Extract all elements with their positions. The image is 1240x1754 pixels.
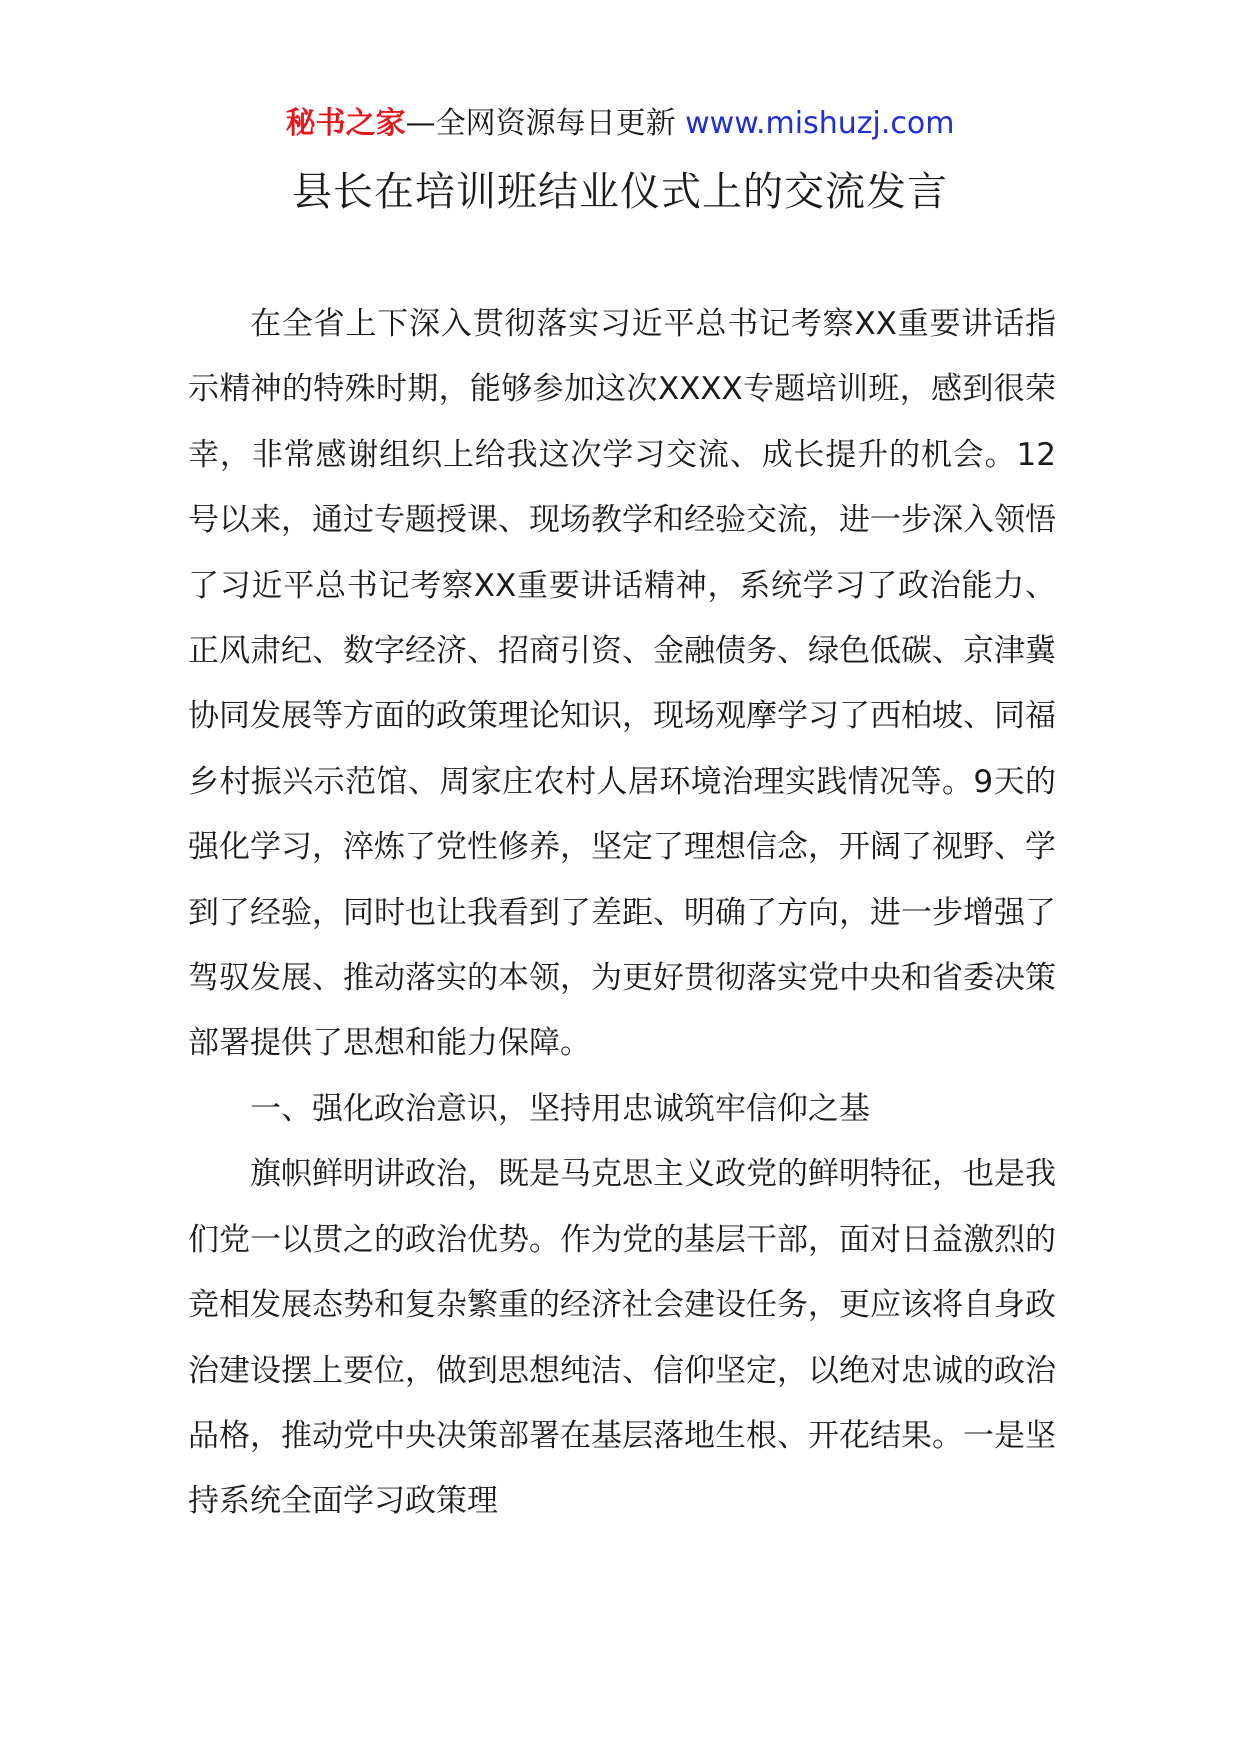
section-1-paragraph: 旗帜鲜明讲政治，既是马克思主义政党的鲜明特征，也是我们党一以贯之的政治优势。作为党的基层干部，面对日益激烈的竞相发展态势和复杂繁重的经济社会建设任务，更应该将自身政治建设摆上要位，做到思想纯洁、信仰坚定，以绝对忠诚的政治品格，推动党中央决策部署在基层落地生根、开花结果。一是坚持系统全面学习政策理 xyxy=(188,1156,1056,1520)
site-tagline: —全网资源每日更新 xyxy=(405,106,676,141)
document-title: 县长在培训班结业仪式上的交流发言 xyxy=(292,169,948,215)
intro-paragraph: 在全省上下深入贯彻落实习近平总书记考察XX重要讲话指示精神的特殊时期，能够参加这次XXXX专题培训班，感到很荣幸，非常感谢组织上给我这次学习交流、成长提升的机会。12号以来，通过专题授课、现场教学和经验交流，进一步深入领悟了习近平总书记考察XX重要讲话精神，系统学习了政治能力、正风肃纪、数字经济、招商引资、金融债务、绿色低碳、京津冀协同发展等方面的政策理论知识，现场观摩学习了西柏坡、同福乡村振兴示范馆、周家庄农村人居环境治理实践情况等。9天的强化学习，淬炼了党性修养，坚定了理想信念，开阔了视野、学到了经验，同时也让我看到了差距、明确了方向，进一步增强了驾驭发展、推动落实的本领，为更好贯彻落实党中央和省委决策部署提供了思想和能力保障。 xyxy=(188,306,1056,1062)
document-body xyxy=(188,292,1056,1535)
site-url-link[interactable]: www.mishuzj.com xyxy=(685,106,955,141)
site-header xyxy=(0,100,1240,148)
brand-name: 秘书之家 xyxy=(285,106,406,141)
section-heading-1: 一、强化政治意识，坚持用忠诚筑牢信仰之基 xyxy=(250,1090,870,1127)
